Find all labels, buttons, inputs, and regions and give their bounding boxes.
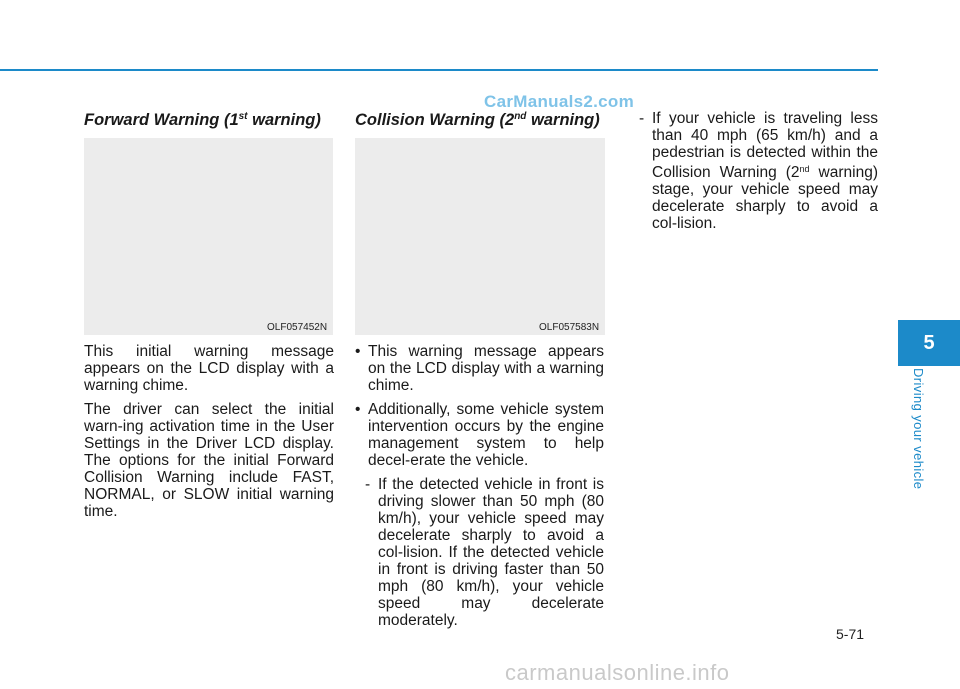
figure-code: OLF057583N — [539, 322, 600, 333]
figure-collision-warning — [355, 138, 605, 335]
paragraph: This initial warning message appears on the LCD display with a warning chime. — [84, 343, 334, 394]
middle-heading — [355, 111, 600, 130]
left-heading-text: Forward Warning (1 — [84, 111, 239, 129]
list-item: - If your vehicle is traveling less than 40 mph (65 km/h) and a pedestrian is detected within the Collision Warning (2nd warning) stage, your vehicle speed may decelerate sharply to avoid a col-lision. — [639, 110, 878, 232]
header-rule — [0, 69, 878, 71]
left-heading-suffix: warning) — [247, 111, 321, 129]
chapter-side-label — [912, 368, 928, 496]
dash-text: If the detected vehicle in front is driving slower than 50 mph (80 km/h), your vehicle speed may decelerate sharply to avoid a col-lision. If the detected vehicle in front is driving faster than 50 mph (80 km/h), your vehicle speed may decelerate moderately. — [378, 476, 604, 629]
watermark-top: CarManuals2.com — [484, 92, 634, 111]
figure-forward-warning — [84, 138, 333, 335]
left-heading — [84, 111, 321, 130]
chapter-number-tab: 5 — [898, 320, 960, 366]
chapter-title: Driving your vehicle — [911, 368, 926, 490]
right-body — [639, 110, 878, 232]
figure-code: OLF057452N — [267, 322, 328, 333]
left-body — [84, 343, 334, 527]
middle-heading-text: Collision Warning (2 — [355, 111, 515, 129]
list-item: • Additionally, some vehicle system intervention occurs by the engine management system to help decel-erate the vehicle. — [355, 401, 604, 469]
paragraph: The driver can select the initial warn-ing activation time in the User Settings in the Driver LCD display. The options for the initial Forward Collision Warning include FAST, NORMAL, or SLOW initial warning time. — [84, 401, 334, 520]
dash-text: If your vehicle is traveling less than 40 mph (65 km/h) and a pedestrian is detected within the Collision Warning (2 — [652, 110, 878, 181]
bullet-text: This warning message appears on the LCD display with a warning chime. — [368, 343, 604, 394]
dash-text-suffix: warning) stage, your vehicle speed may decelerate sharply to avoid a col-lision. — [652, 164, 878, 232]
dash-sup: nd — [799, 164, 810, 174]
bullet-text: Additionally, some vehicle system intervention occurs by the engine management system to help decel-erate the vehicle. — [368, 401, 604, 469]
left-heading-sup: st — [238, 111, 248, 122]
list-item: • This warning message appears on the LCD display with a warning chime. — [355, 343, 604, 394]
middle-body — [355, 343, 604, 636]
middle-heading-sup: nd — [514, 111, 527, 122]
watermark-bottom: carmanualsonline.info — [505, 660, 730, 685]
list-item: - If the detected vehicle in front is driving slower than 50 mph (80 km/h), your vehicle speed may decelerate sharply to avoid a col-lision. If the detected vehicle in front is driving faster than 50 mph (80 km/h), your vehicle speed may decelerate moderately. — [365, 476, 604, 629]
middle-heading-suffix: warning) — [526, 111, 600, 129]
page-number: 5-71 — [836, 626, 865, 642]
